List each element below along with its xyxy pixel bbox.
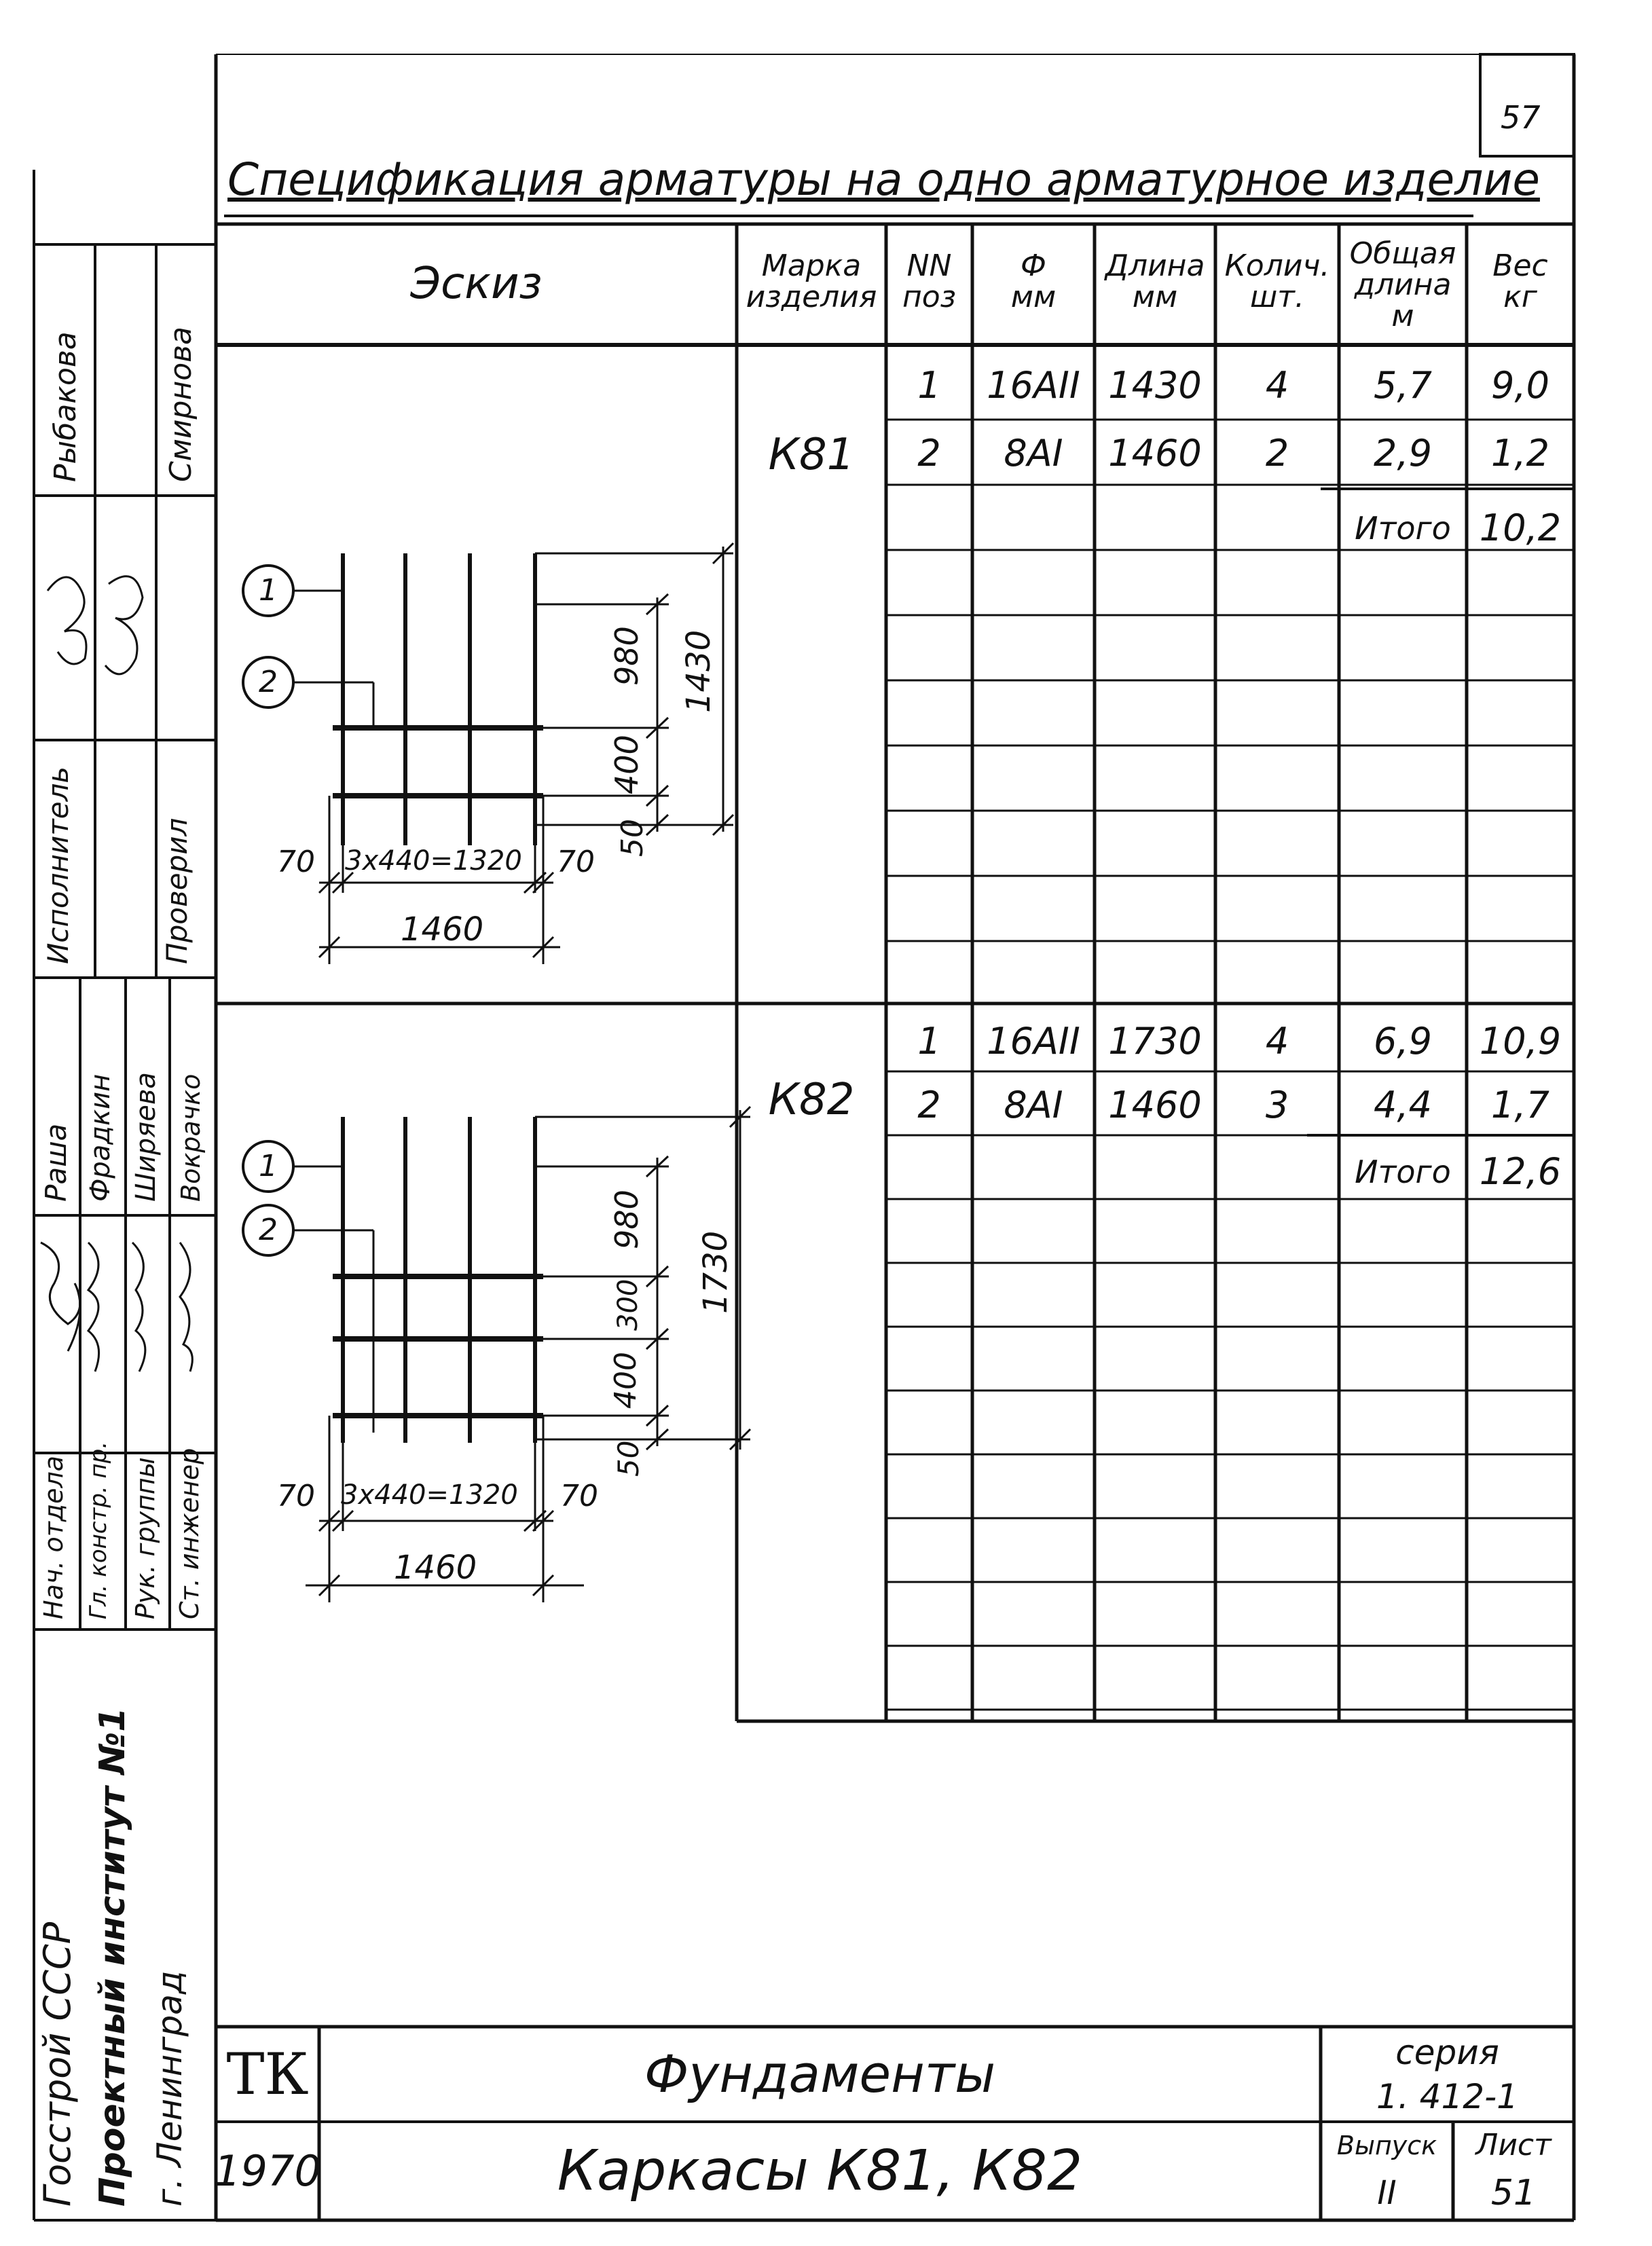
k82-dim-upper: 980 [608,1190,645,1249]
k82-dim-overall: 1730 [697,1230,735,1314]
title-block-code: ТК [226,2041,309,2107]
signature-3 [41,1242,80,1351]
title-block-series: 1. 412-1 [1376,2077,1518,2116]
k81-dim-left: 70 [277,845,315,879]
k81-dim-overall: 1430 [680,629,718,713]
product-mark-k82: К82 [768,1075,855,1125]
title-block-sheet: 51 [1490,2173,1537,2213]
stamp-org-line1: Госстрой СССР [36,1921,79,2207]
stamp-org-line3: г. Ленинград [150,1970,189,2207]
k81-row2-qty: 2 [1265,432,1289,475]
sheet-number: 57 [1501,99,1541,136]
sketch-k81 [243,543,733,964]
title-block-subject: Фундаменты [644,2044,996,2104]
k81-total-label: Итого [1355,510,1451,547]
header-weight-line2: кг [1503,280,1537,314]
k82-dim-spacing: 3x440=1320 [341,1479,518,1511]
k82-row1-total-length: 6,9 [1374,1020,1432,1063]
k82-dim-middle: 300 [612,1278,644,1331]
k81-row2-diam: 8AI [1004,432,1063,475]
header-mark-line2: изделия [746,280,877,314]
k82-dim-lower: 400 [608,1352,643,1409]
stamp-role-chief-designer: Гл. констр. пр. [85,1441,112,1619]
k81-dim-upper: 980 [608,626,645,686]
k81-row2-weight: 1,2 [1491,432,1549,475]
k82-row1-length: 1730 [1108,1020,1202,1063]
stamp-name-fradkin: Фрадкин [85,1073,116,1202]
stamp-org-line2: Проектный институт №1 [92,1707,133,2207]
header-diam-line1: Ф [1021,248,1046,283]
title-block-drawing: Каркасы К81, К82 [557,2138,1083,2203]
header-total-length-line1: Общая [1349,236,1456,271]
k81-row2-total-length: 2,9 [1374,432,1432,475]
header-length-line2: мм [1132,280,1178,314]
k81-dim-spacing: 3x440=1320 [345,845,522,877]
k82-row2-qty: 3 [1265,1084,1289,1126]
k81-dim-bottom: 50 [615,819,650,857]
header-qty-line2: шт. [1250,280,1304,314]
k81-row1-pos: 1 [917,364,941,407]
k82-total-label: Итого [1355,1154,1451,1190]
stamp-name-rasha: Раша [39,1123,73,1202]
stamp-role-group-lead: Рук. группы [130,1457,160,1619]
header-length-line1: Длина [1105,248,1205,283]
header-total-length [1339,227,1467,343]
header-qty-line1: Колич. [1224,248,1330,283]
k81-dim-right: 70 [557,845,595,879]
sketch-k82 [243,1107,750,1602]
header-diam-line2: мм [1010,280,1057,314]
k81-dim-width: 1460 [401,910,484,949]
k81-row2-length: 1460 [1108,432,1202,475]
k81-row1-weight: 9,0 [1491,364,1549,407]
title-block-series-label: серия [1395,2033,1499,2072]
k82-dim-bottom: 50 [612,1440,645,1477]
title-block-sheet-label: Лист [1475,2128,1552,2162]
k82-row2-pos: 2 [917,1084,941,1126]
header-pos-line1: NN [906,248,952,283]
k81-row1-qty: 4 [1265,364,1289,407]
k81-row1-diam: 16АII [987,364,1080,407]
k82-dim-right: 70 [560,1479,598,1513]
k81-dim-lower: 400 [608,735,645,794]
k82-row2-total-length: 4,4 [1374,1084,1432,1126]
stamp-role-performer: Исполнитель [41,766,75,964]
k81-row2-pos: 2 [917,432,941,475]
product-mark-k81: К81 [768,430,855,480]
signature-5 [132,1242,145,1371]
header-sketch: Эскиз [410,259,543,310]
k82-row2-length: 1460 [1108,1084,1202,1126]
stamp-role-dept-head: Нач. отдела [39,1455,69,1619]
header-mark [737,231,886,333]
k81-callout-2: 2 [259,665,278,699]
k82-row1-qty: 4 [1265,1020,1289,1063]
header-pos-line2: поз [902,280,957,314]
header-mark-line1: Марка [761,248,862,283]
title-block-issue-label: Выпуск [1336,2131,1437,2160]
header-total-length-line2: длина [1354,267,1452,302]
k82-callout-2: 2 [259,1213,278,1247]
header-weight [1467,231,1574,333]
signature-4 [88,1242,99,1371]
header-qty [1215,231,1339,333]
signature-2 [105,576,143,674]
page-title: Спецификация арматуры на одно арматурное изделие [227,153,1540,206]
stamp-name-rybakova: Рыбакова [48,331,83,482]
title-block-year: 1970 [214,2146,321,2196]
header-length [1095,231,1215,333]
k81-row1-total-length: 5,7 [1374,364,1432,407]
stamp-role-senior-engineer: Ст. инженер [175,1448,204,1619]
k82-row2-diam: 8AI [1004,1084,1063,1126]
k82-row1-pos: 1 [917,1020,941,1063]
signature-6 [180,1242,192,1371]
k82-row1-diam: 16АII [987,1020,1080,1063]
k82-dim-width: 1460 [394,1549,477,1587]
header-diam [972,231,1095,333]
header-total-length-line3: м [1391,299,1414,334]
k81-total-weight: 10,2 [1479,507,1562,549]
k82-total-weight: 12,6 [1479,1150,1562,1193]
stamp-role-checked: Проверил [160,817,194,964]
k82-row2-weight: 1,7 [1491,1084,1549,1126]
stamp-name-shiryaeva: Ширяева [130,1072,162,1202]
k81-row1-length: 1430 [1108,364,1202,407]
signature-1 [48,577,86,664]
k82-dim-left: 70 [277,1479,315,1513]
stamp-name-vokrachko: Вокрачко [176,1073,206,1202]
header-pos [886,231,972,333]
title-block-issue: II [1377,2174,1397,2212]
k81-callout-1: 1 [259,573,278,608]
header-weight-line1: Вес [1492,248,1548,283]
k82-callout-1: 1 [259,1149,278,1183]
k82-row1-weight: 10,9 [1479,1020,1562,1063]
stamp-name-smirnova: Смирнова [164,326,198,482]
